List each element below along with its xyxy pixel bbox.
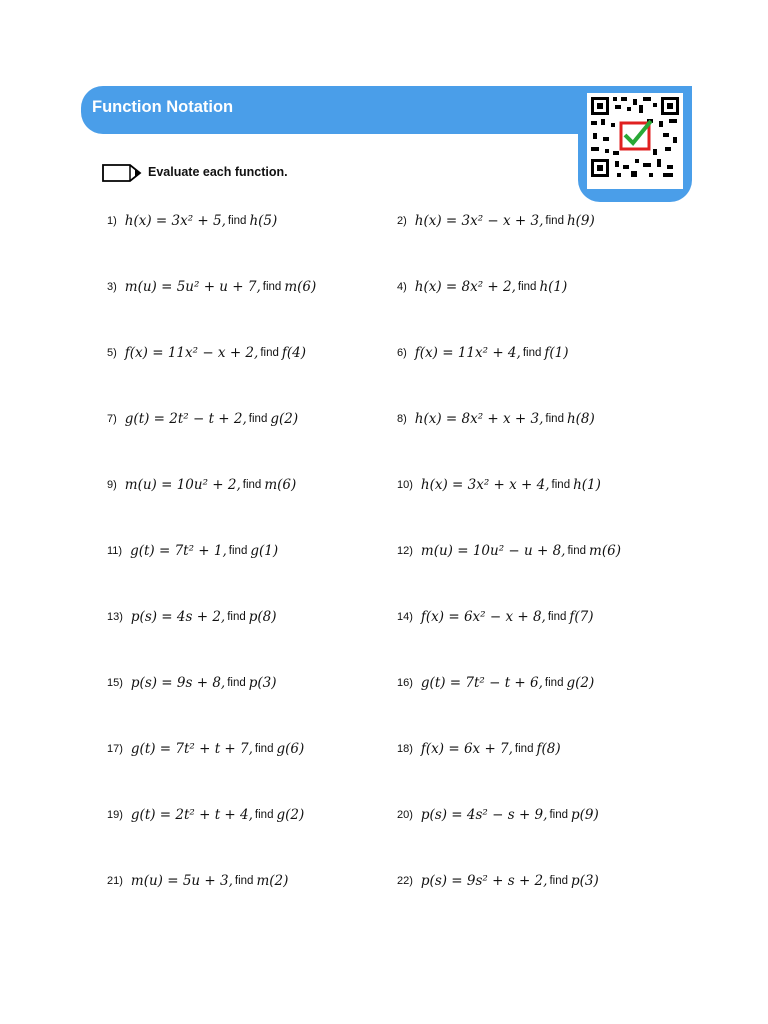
problem-target: p(8) xyxy=(248,608,277,625)
find-label: find xyxy=(517,280,537,293)
problem-target: p(3) xyxy=(570,872,599,889)
problem-item xyxy=(397,278,567,300)
problem-number: 20) xyxy=(397,808,413,821)
problem-target: g(2) xyxy=(276,806,305,823)
problem-number: 3) xyxy=(107,280,117,293)
problem-expression: h(x) = 8x² + 2, xyxy=(414,278,516,295)
problem-number: 14) xyxy=(397,610,413,623)
find-label: find xyxy=(228,544,248,557)
find-label: find xyxy=(234,874,254,887)
find-label: find xyxy=(545,214,564,227)
problem-number: 2) xyxy=(397,214,407,227)
problem-item xyxy=(107,410,298,432)
find-label: find xyxy=(522,346,542,359)
problem-item xyxy=(107,212,277,234)
problem-target: h(1) xyxy=(573,476,601,493)
problem-number: 9) xyxy=(107,478,117,491)
problem-item xyxy=(107,476,296,498)
problem-expression: h(x) = 3x² + x + 4, xyxy=(420,476,550,493)
problem-item xyxy=(397,608,594,630)
problem-number: 5) xyxy=(107,346,117,359)
problem-target: p(9) xyxy=(570,806,599,823)
problem-target: m(6) xyxy=(589,542,621,559)
find-label: find xyxy=(545,412,564,425)
problem-target: h(1) xyxy=(539,278,568,295)
problem-expression: p(s) = 9s² + s + 2, xyxy=(420,872,548,889)
problem-number: 19) xyxy=(107,808,123,821)
find-label: find xyxy=(544,676,564,689)
find-label: find xyxy=(254,742,274,755)
problem-item xyxy=(397,806,599,828)
find-label: find xyxy=(227,610,246,623)
problem-target: f(8) xyxy=(536,740,561,757)
instruction-text: Evaluate each function. xyxy=(148,165,288,179)
find-label: find xyxy=(547,610,567,623)
find-label: find xyxy=(549,874,568,887)
problem-expression: f(x) = 6x + 7, xyxy=(420,740,513,757)
problem-expression: f(x) = 11x² + 4, xyxy=(414,344,521,361)
problem-expression: m(u) = 5u + 3, xyxy=(130,872,233,889)
problem-number: 11) xyxy=(107,544,123,557)
problem-item xyxy=(107,542,278,564)
problem-expression: g(t) = 2t² − t + 2, xyxy=(124,410,247,427)
find-label: find xyxy=(549,808,568,821)
problem-item xyxy=(107,872,288,894)
problem-item xyxy=(107,344,306,366)
problem-item xyxy=(397,344,568,366)
problem-number: 22) xyxy=(397,874,413,887)
page-title: Function Notation xyxy=(92,98,234,116)
problem-expression: h(x) = 3x² − x + 3, xyxy=(414,212,544,229)
problem-expression: f(x) = 11x² − x + 2, xyxy=(124,344,259,361)
problem-item xyxy=(107,608,277,630)
find-label: find xyxy=(242,478,262,491)
problem-expression: h(x) = 8x² + x + 3, xyxy=(414,410,544,427)
problem-item xyxy=(397,740,561,762)
problem-target: g(2) xyxy=(566,674,595,691)
problem-number: 12) xyxy=(397,544,413,557)
problem-item xyxy=(107,806,304,828)
find-label: find xyxy=(227,676,246,689)
problem-target: f(1) xyxy=(544,344,569,361)
problem-target: h(8) xyxy=(566,410,595,427)
find-label: find xyxy=(260,346,279,359)
find-label: find xyxy=(514,742,534,755)
problem-expression: m(u) = 10u² + 2, xyxy=(124,476,241,493)
problem-expression: m(u) = 5u² + u + 7, xyxy=(124,278,261,295)
problem-target: g(2) xyxy=(270,410,299,427)
problem-number: 15) xyxy=(107,676,123,689)
problem-item xyxy=(107,278,316,300)
problem-number: 8) xyxy=(397,412,407,425)
problem-item xyxy=(397,212,595,234)
find-label: find xyxy=(262,280,282,293)
find-label: find xyxy=(551,478,571,491)
problem-item xyxy=(397,410,595,432)
qr-card[interactable] xyxy=(578,86,692,202)
problem-target: g(1) xyxy=(250,542,279,559)
problem-number: 6) xyxy=(397,346,407,359)
find-label: find xyxy=(254,808,274,821)
find-label: find xyxy=(248,412,268,425)
problem-target: f(4) xyxy=(281,344,306,361)
find-label: find xyxy=(227,214,247,227)
problem-number: 21) xyxy=(107,874,123,887)
problem-expression: g(t) = 2t² + t + 4, xyxy=(130,806,253,823)
problem-item xyxy=(397,872,599,894)
problem-target: m(2) xyxy=(256,872,289,889)
problem-target: p(3) xyxy=(248,674,277,691)
problem-item xyxy=(397,542,621,564)
problem-expression: p(s) = 9s + 8, xyxy=(130,674,226,691)
problem-target: f(7) xyxy=(569,608,594,625)
problem-item xyxy=(397,476,601,498)
problem-expression: p(s) = 4s + 2, xyxy=(130,608,226,625)
problem-expression: g(t) = 7t² + 1, xyxy=(130,542,227,559)
find-label: find xyxy=(567,544,587,557)
pencil-icon xyxy=(102,162,142,184)
problem-expression: h(x) = 3x² + 5, xyxy=(124,212,226,229)
problem-number: 4) xyxy=(397,280,407,293)
problem-expression: f(x) = 6x² − x + 8, xyxy=(420,608,546,625)
problem-number: 17) xyxy=(107,742,123,755)
problem-item xyxy=(397,674,594,696)
problem-target: m(6) xyxy=(284,278,317,295)
qr-caption[interactable]: testinar.com/t/?c=20 xyxy=(589,181,681,192)
problem-target: h(9) xyxy=(566,212,595,229)
problem-target: h(5) xyxy=(249,212,278,229)
problem-number: 16) xyxy=(397,676,413,689)
problem-item xyxy=(107,674,277,696)
problem-expression: p(s) = 4s² − s + 9, xyxy=(420,806,548,823)
problem-expression: g(t) = 7t² + t + 7, xyxy=(130,740,253,757)
problem-number: 13) xyxy=(107,610,123,623)
problem-number: 7) xyxy=(107,412,117,425)
problem-target: m(6) xyxy=(264,476,297,493)
problem-number: 18) xyxy=(397,742,413,755)
qr-code-icon[interactable] xyxy=(587,93,683,189)
problem-expression: m(u) = 10u² − u + 8, xyxy=(420,542,566,559)
problem-target: g(6) xyxy=(276,740,305,757)
problem-number: 1) xyxy=(107,214,117,227)
problem-number: 10) xyxy=(397,478,413,491)
problem-expression: g(t) = 7t² − t + 6, xyxy=(420,674,543,691)
problem-item xyxy=(107,740,304,762)
